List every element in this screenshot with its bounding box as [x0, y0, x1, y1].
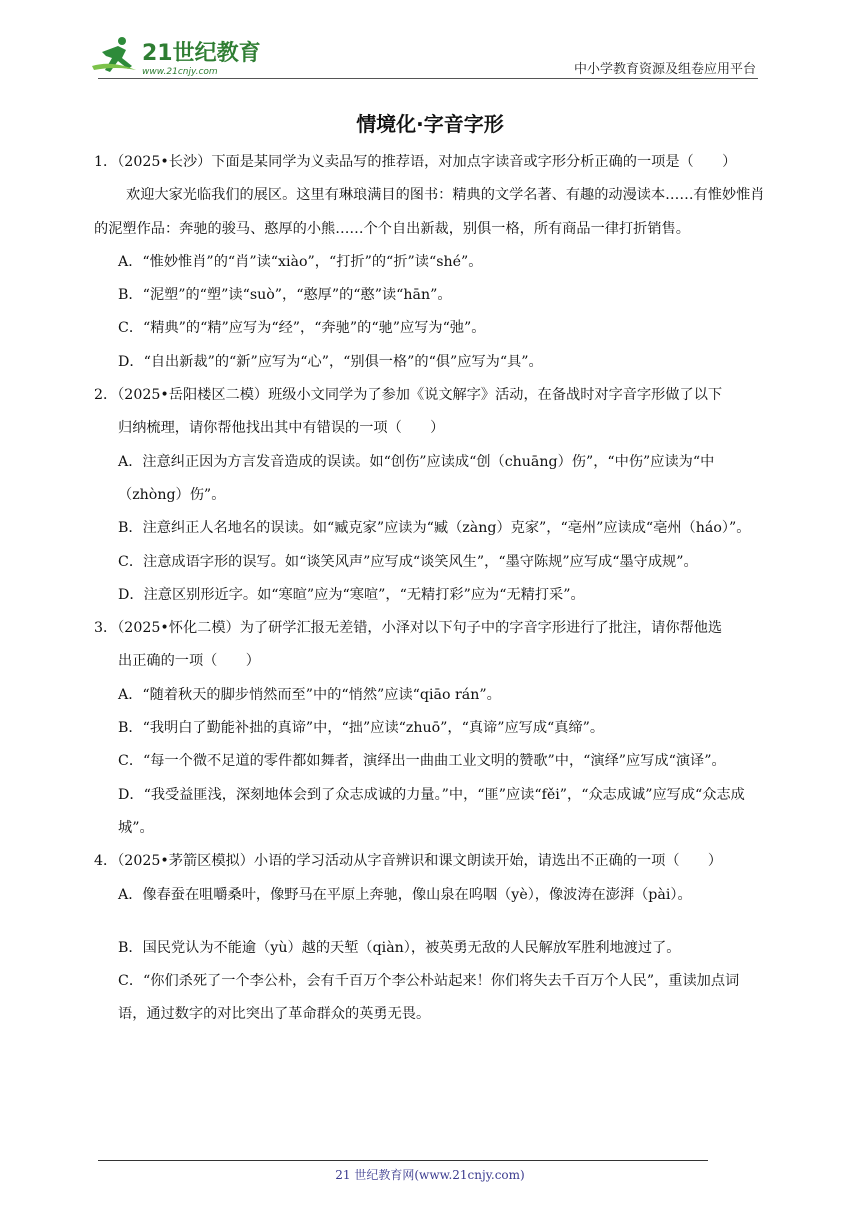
logo-text: 21世纪教育	[142, 41, 261, 66]
question-3-stem-line2: 出正确的一项（ ）	[118, 653, 260, 670]
question-2-option-c: C．注意成语字形的误写。如“谈笑风声”应写成“谈笑风生”，“墨守陈规”应写成“墨守成规”。	[118, 553, 698, 570]
header-platform-text: 中小学教育资源及组卷应用平台	[573, 62, 756, 77]
question-list	[94, 146, 766, 1032]
question-4-option-a: A．像春蚕在咀嚼桑叶，像野马在平原上奔驰，像山泉在呜咽（yè），像波涛在澎湃（pài）。	[118, 886, 692, 903]
page-header	[0, 0, 860, 90]
question-1-passage: 欢迎大家光临我们的展区。这里有琳琅满目的图书：精典的文学名著、有趣的动漫读本……有惟妙惟肖的泥塑作品：奔驰的骏马、憨厚的小熊……个个自出新裁，别俱一格，所有商品一律打折销售。	[94, 187, 765, 237]
question-1-option-d: D．“自出新裁”的“新”应写为“心”，“别俱一格”的“俱”应写为“具”。	[118, 353, 543, 370]
page-title: 情境化·字音字形	[356, 112, 504, 136]
question-2-option-a: A．注意纠正因为方言发音造成的误读。如“创伤”应读成“创（chuāng）伤”，“中伤”应读为“中（zhòng）伤”。	[118, 453, 715, 503]
question-3-option-c: C．“每一个微不足道的零件都如舞者，演绎出一曲曲工业文明的赞歌”中，“演绎”应写成“演译”。	[118, 753, 726, 770]
footer-divider	[98, 1160, 708, 1161]
question-3-option-b: B．“我明白了勤能补拙的真谛”中，“拙”应读“zhuō”，“真谛”应写成“真缔”。	[118, 720, 605, 737]
question-2-stem-line1: 2．（2025•岳阳楼区二模）班级小文同学为了参加《说文解字》活动，在备战时对字音字形做了以下	[94, 387, 723, 404]
question-4-stem: 4．（2025•茅箭区模拟）小语的学习活动从字音辨识和课文朗读开始，请选出不正确的一项（ ）	[94, 853, 723, 870]
footer-source: 21 世纪教育网(www.21cnjy.com)	[335, 1168, 525, 1182]
question-4-option-b: B．国民党认为不能逾（yù）越的天堑（qiàn），被英勇无敌的人民解放军胜利地渡过了。	[118, 939, 681, 956]
question-1-option-b: B．“泥塑”的“塑”读“suò”，“憨厚”的“憨”读“hān”。	[118, 287, 452, 304]
question-2-option-d: D．注意区别形近字。如“寒暄”应为“寒喧”，“无精打彩”应为“无精打采”。	[118, 586, 585, 603]
question-2-stem-line2: 归纳梳理，请你帮他找出其中有错误的一项（ ）	[118, 420, 445, 437]
question-3-stem-line1: 3．（2025•怀化二模）为了研学汇报无差错，小泽对以下句子中的字音字形进行了批注，请你帮他选	[94, 620, 723, 637]
question-1-stem: 1．（2025•长沙）下面是某同学为义卖品写的推荐语，对加点字读音或字形分析正确的一项是（ ）	[94, 154, 737, 170]
question-2-option-b: B．注意纠正人名地名的误读。如“臧克家”应读为“臧（zàng）克家”，“亳州”应读成“亳州（háo）”。	[118, 520, 751, 537]
logo	[92, 36, 262, 80]
logo-url: www.21cnjy.com	[142, 67, 218, 77]
question-1-option-c: C．“精典”的“精”应写为“经”，“奔驰”的“驰”应写为“弛”。	[118, 320, 486, 337]
question-3-option-d: D．“我受益匪浅，深刻地体会到了众志成诚的力量。”中，“匪”应读“fěi”，“众志成诚”应写成“众志成城”。	[118, 786, 745, 836]
question-1-option-a: A．“惟妙惟肖”的“肖”读“xiào”，“打折”的“折”读“shé”。	[118, 253, 483, 270]
question-3-option-a: A．“随着秋天的脚步悄然而至”中的“悄然”应读“qiāo rán”。	[118, 686, 501, 703]
header-divider	[98, 78, 758, 79]
question-4-option-c: C．“你们杀死了一个李公朴，会有千百万个李公朴站起来！你们将失去千百万个人民”，重读加点词语，通过数字的对比突出了革命群众的英勇无畏。	[118, 973, 740, 1023]
spacer	[94, 912, 766, 932]
